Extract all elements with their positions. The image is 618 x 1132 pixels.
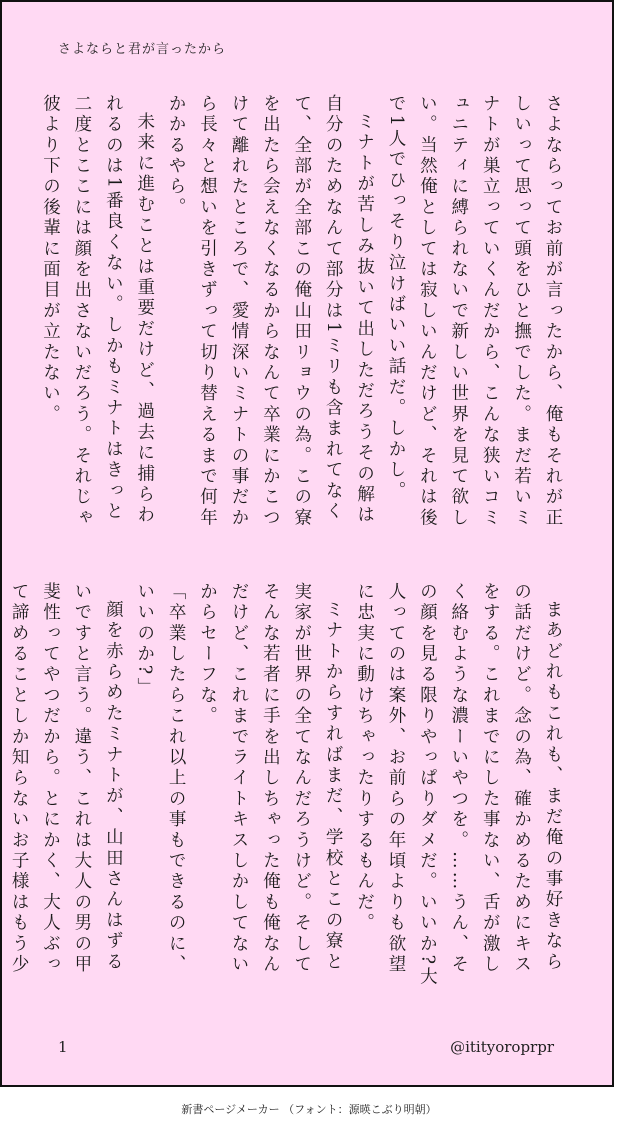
paragraph: 顔を赤らめたミナトが、山田さんはずるいですと言う。違う、これは大人の男の甲斐性ってやつだから。とにかく、大人ぶって諦めることしか知らないお子様はもう少	[9, 582, 124, 976]
generator-caption: 新書ページメーカー （フォント：源暎こぶり明朝）	[181, 1103, 437, 1116]
paragraph: 未来に進むことは重要だけど、過去に捕らわれるのは1番良くない。しかもミナトはきっと二度とここには顔を出さないだろう。それじゃ彼より下の後輩に面目が立たない。	[40, 94, 155, 529]
paragraph: ミナトが苦しみ抜いて出しただろうその解は自分のためなんて部分は1ミリも含まれてなくて、全部が全部この俺山田リョウの為。この寮を出たら会えなくなるからなんて卒業にかこつけて離れたところで、愛情深いミナトの事だから長々と想いを引きずって切り替えるまで何年かかるやら。	[166, 94, 375, 529]
paragraph: さよならってお前が言ったから、俺もそれが正しいって思って頭をひと撫でした。まだ若いミナトが巣立っていくんだから、こんな狭いコミュニティに縛られないで新しい世界を見て欲しい。当然俺としては寂しいんだけど、それは後で1人でひっそり泣けばいい話だ。しかし。	[385, 94, 563, 529]
text-section-1	[40, 94, 568, 532]
page-header-title: さよならと君が言ったから	[58, 42, 227, 57]
paragraph: まあどれもこれも、まだ俺の事好きならの話だけど。念の為、確かめるためにキスをする。これまでにした事ない、舌が激しく絡むような濃ーいやつを。……うん、その顔を見る限りやっぱりダメだ。いいか?大人ってのは案外、お前らの年頃よりも欲望に忠実に動けちゃったりするもんだ。	[354, 582, 563, 988]
page-number: 1	[58, 1038, 68, 1056]
author-handle: @itityoroprpr	[450, 1038, 554, 1056]
text-section-2	[9, 582, 568, 992]
paragraph: ミナトからすればまだ、学校とこの寮と実家が世界の全てなんだろうけど。そしてそんな若者に手を出しちゃった俺も俺なんだけど、これまでライトキスしかしてないからセーフな。	[197, 582, 344, 976]
dialogue-line: 「卒業したらこれ以上の事もできるのに、いいのか?」	[134, 582, 187, 976]
